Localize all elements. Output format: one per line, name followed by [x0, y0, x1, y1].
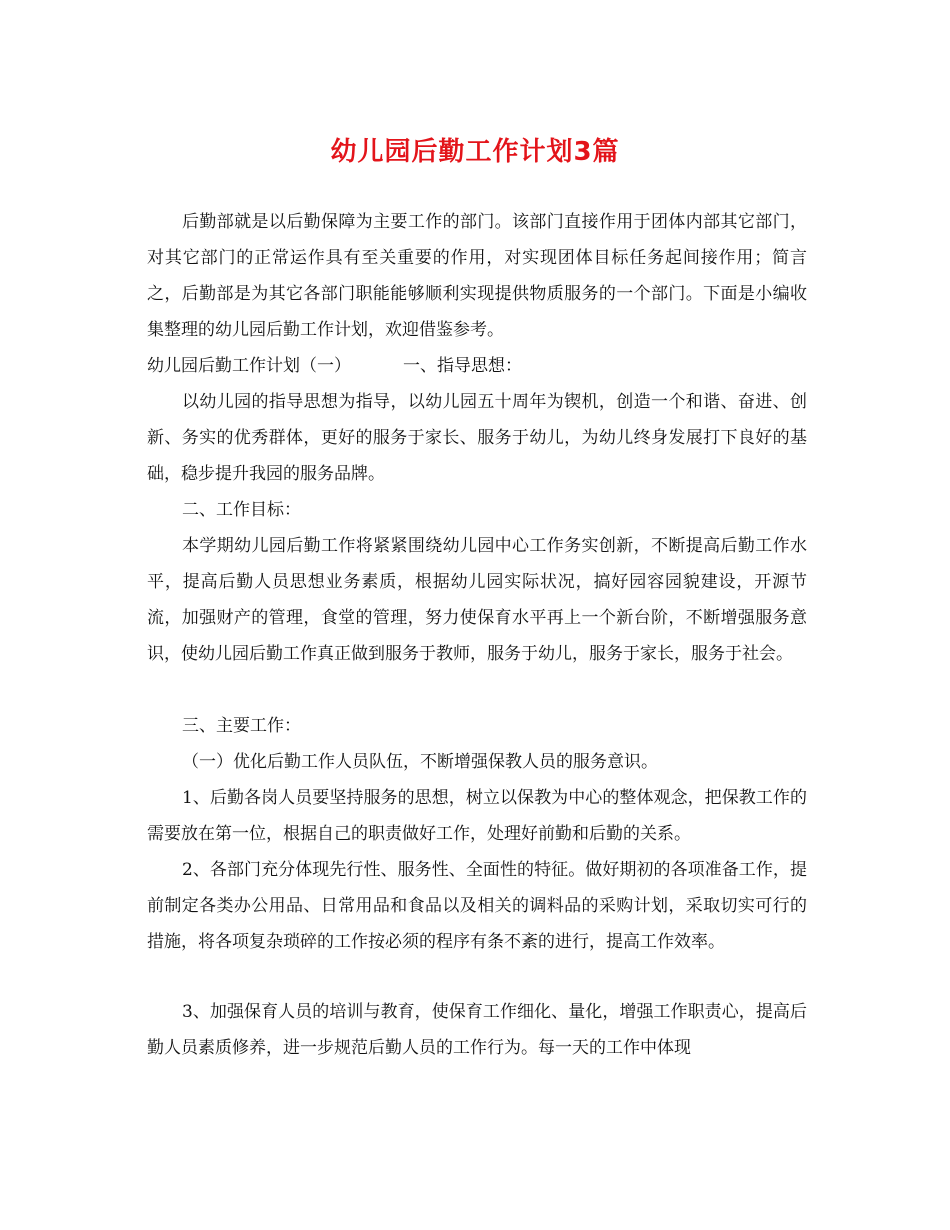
- section-2-body: 本学期幼儿园后勤工作将紧紧围绕幼儿园中心工作务实创新，不断提高后勤工作水平，提高后勤人员思想业务素质，根据幼儿园实际状况，搞好园容园貌建设，开源节流，加强财产的管理，食堂的管理，努力使保育水平再上一个新台阶，不断增强服务意识，使幼儿园后勤工作真正做到服务于教师，服务于幼儿，服务于家长，服务于社会。: [147, 536, 807, 664]
- plan-heading: 幼儿园后勤工作计划（一）: [147, 356, 351, 376]
- list-item-3: 3、加强保育人员的培训与教育，使保育工作细化、量化，增强工作职责心，提高后勤人员素质修养，进一步规范后勤人员的工作行为。每一天的工作中体现: [147, 1002, 807, 1058]
- section-2-heading: 二、工作目标：: [182, 500, 301, 520]
- section-1-heading: 一、指导思想：: [403, 356, 522, 376]
- document-title: 幼儿园后勤工作计划3篇: [330, 137, 620, 167]
- plan-heading-line: [147, 348, 522, 384]
- section-1-body: 以幼儿园的指导思想为指导，以幼儿园五十周年为锲机，创造一个和谐、奋进、创新、务实的优秀群体，更好的服务于家长、服务于幼儿，为幼儿终身发展打下良好的基础，稳步提升我园的服务品牌。: [147, 392, 807, 484]
- section-3-heading: 三、主要工作：: [182, 716, 301, 736]
- list-item-2: 2、各部门充分体现先行性、服务性、全面性的特征。做好期初的各项准备工作，提前制定各类办公用品、日常用品和食品以及相关的调料品的采购计划，采取切实可行的措施，将各项复杂琐碎的工作按必须的程序有条不紊的进行，提高工作效率。: [147, 860, 807, 952]
- intro-paragraph: 后勤部就是以后勤保障为主要工作的部门。该部门直接作用于团体内部其它部门，对其它部门的正常运作具有至关重要的作用，对实现团体目标任务起间接作用；简言之，后勤部是为其它各部门职能能够顺利实现提供物质服务的一个部门。下面是小编收集整理的幼儿园后勤工作计划，欢迎借鉴参考。: [147, 212, 807, 340]
- list-item-1: 1、后勤各岗人员要坚持服务的思想，树立以保教为中心的整体观念，把保教工作的需要放在第一位，根据自己的职责做好工作，处理好前勤和后勤的关系。: [147, 788, 807, 844]
- section-3-subheading: （一）优化后勤工作人员队伍，不断增强保教人员的服务意识。: [182, 752, 658, 772]
